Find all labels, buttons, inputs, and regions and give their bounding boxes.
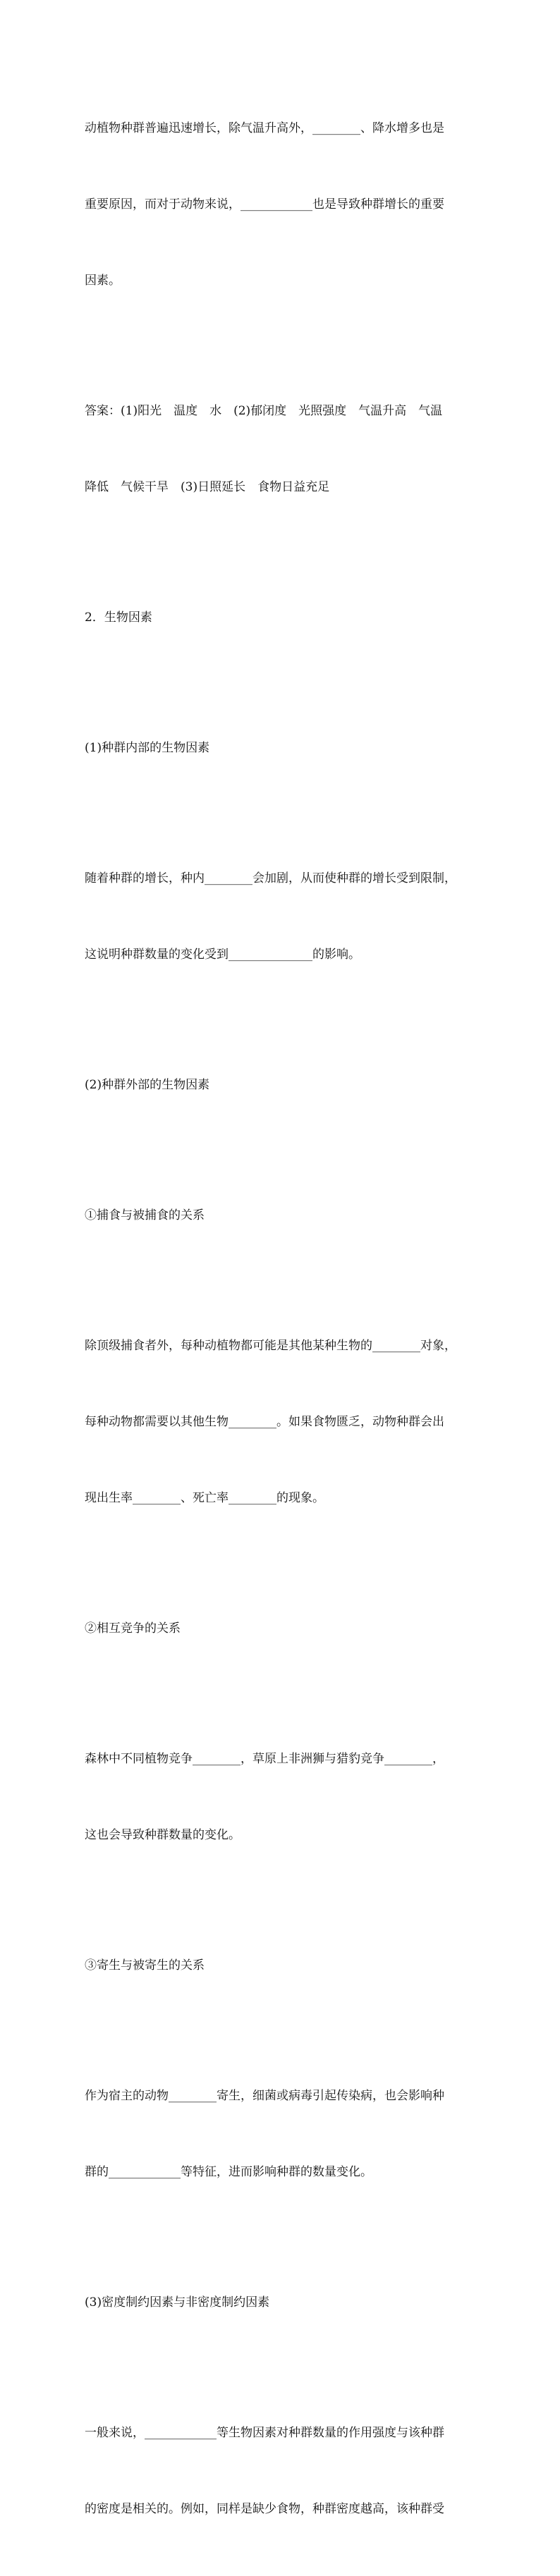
paragraph-answer — [85, 348, 477, 551]
paragraph-competition — [85, 1695, 477, 1899]
paragraph-density — [85, 2369, 477, 2572]
subheading-predation — [85, 1152, 477, 1279]
text-line: ②相互竞争的关系 — [85, 1621, 181, 1636]
text-line: 作为宿主的动物________寄生，细菌或病毒引起传染病，也会影响种 — [85, 2089, 444, 2103]
text-line: ③寄生与被寄生的关系 — [85, 1958, 205, 1973]
text-line: 随着种群的增长，种内________会加剧，从而使种群的增长受到限制， — [85, 871, 456, 885]
text-line: (3)密度制约因素与非密度制约因素 — [85, 2295, 270, 2310]
text-line: (2)种群外部的生物因素 — [85, 1078, 210, 1092]
paragraph-parasitism — [85, 2032, 477, 2235]
text-line: 每种动物都需要以其他生物________。如果食物匮乏，动物种群会出 — [85, 1415, 444, 1429]
text-line: 除顶级捕食者外，每种动植物都可能是其他某种生物的________对象， — [85, 1339, 456, 1353]
text-line: 重要原因，而对于动物来说，____________也是导致种群增长的重要 — [85, 197, 444, 211]
subheading-internal-factors — [85, 685, 477, 811]
document-body — [85, 65, 477, 2576]
text-line: ①捕食与被捕食的关系 — [85, 1208, 205, 1222]
text-line: 答案：(1)阳光 温度 水 (2)郁闭度 光照强度 气温升高 气温 — [85, 404, 443, 418]
text-line: 降低 气候干旱 (3)日照延长 食物日益充足 — [85, 480, 330, 494]
subheading-competition — [85, 1565, 477, 1692]
text-line: 一般来说，____________等生物因素对种群数量的作用强度与该种群 — [85, 2426, 444, 2440]
text-line: 因素。 — [85, 274, 121, 288]
text-line: 群的____________等特征，进而影响种群的数量变化。 — [85, 2165, 372, 2179]
section-heading-biotic-factors — [85, 554, 477, 681]
text-line: 这也会导致种群数量的变化。 — [85, 1828, 241, 1842]
text-line: 森林中不同植物竞争________，草原上非洲狮与猎豹竞争________， — [85, 1752, 444, 1766]
paragraph-climate-factors — [85, 65, 477, 344]
text-line: 动植物种群普遍迅速增长，除气温升高外，________、降水增多也是 — [85, 121, 444, 135]
subheading-external-factors — [85, 1022, 477, 1148]
subheading-density-factors — [85, 2239, 477, 2366]
text-line: (1)种群内部的生物因素 — [85, 741, 210, 755]
text-line: 这说明种群数量的变化受到______________的影响。 — [85, 947, 360, 962]
paragraph-predation — [85, 1282, 477, 1562]
subheading-parasitism — [85, 1902, 477, 2029]
text-line: 现出生率________、死亡率________的现象。 — [85, 1491, 324, 1505]
text-line: 2．生物因素 — [85, 611, 152, 625]
text-line: 的密度是相关的。例如，同样是缺少食物，种群密度越高，该种群受 — [85, 2502, 444, 2516]
paragraph-intraspecific — [85, 815, 477, 1018]
